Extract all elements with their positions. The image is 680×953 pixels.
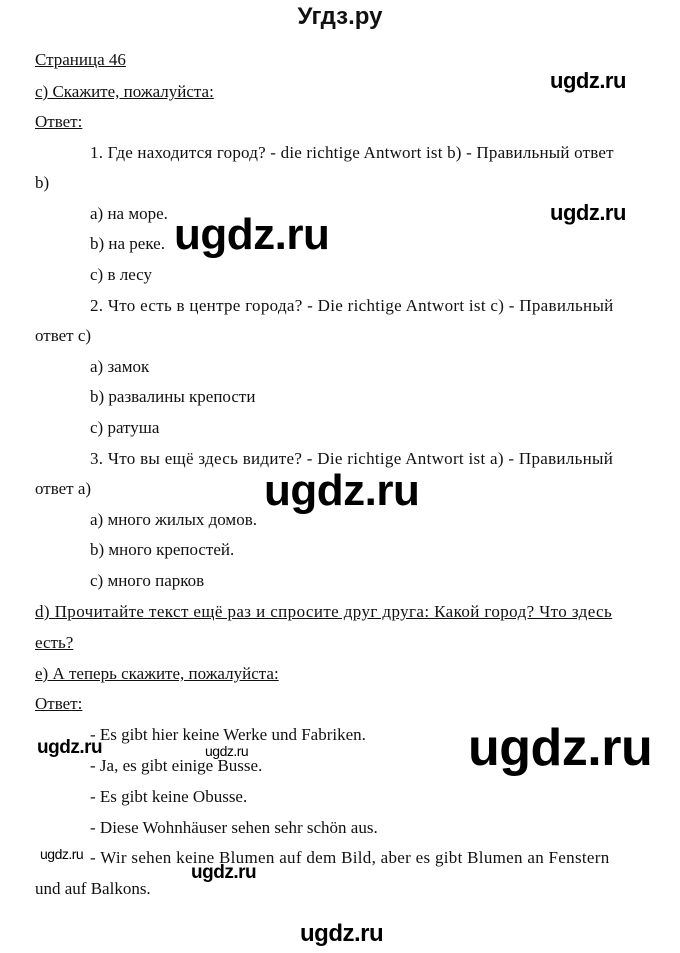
answer-label: Ответ: <box>35 112 83 131</box>
option: a) на море. <box>90 204 168 223</box>
option: c) много парков <box>90 571 205 590</box>
option: c) в лесу <box>90 265 153 284</box>
option: b) на реке. <box>90 234 165 253</box>
question-2: 2. Что есть в центре города? - Die richtige Antwort ist c) - Правильный <box>90 296 614 315</box>
watermark: ugdz.ru <box>174 210 330 259</box>
watermark: ugdz.ru <box>205 743 249 759</box>
section-e-heading: e) А теперь скажите, пожалуйста: <box>35 664 279 683</box>
watermark: ugdz.ru <box>550 68 626 93</box>
question-3-cont: ответ a) <box>35 479 92 498</box>
answer-line: - Wir sehen keine Blumen auf dem Bild, aber es gibt Blumen an Fenstern <box>90 848 610 867</box>
option: c) ратуша <box>90 418 160 437</box>
watermark: ugdz.ru <box>550 200 626 225</box>
answer-line: - Diese Wohnhäuser sehen sehr schön aus. <box>90 818 378 837</box>
site-title: Угдз.ру <box>297 3 383 30</box>
page-label: Страница 46 <box>35 50 126 69</box>
answer-line: - Es gibt keine Obusse. <box>90 787 248 806</box>
answer-line: - Es gibt hier keine Werke und Fabriken. <box>90 725 366 744</box>
option: a) много жилых домов. <box>90 510 257 529</box>
option: b) развалины крепости <box>90 387 256 406</box>
section-d-line1: d) Прочитайте текст ещё раз и спросите друг друга: Какой город? Что здесь <box>35 602 613 621</box>
question-3: 3. Что вы ещё здесь видите? - Die richtige Antwort ist a) - Правильный <box>90 449 614 468</box>
answer-line-cont: und auf Balkons. <box>35 879 151 898</box>
question-1: 1. Где находится город? - die richtige Antwort ist b) - Правильный ответ <box>90 143 614 162</box>
question-1-cont: b) <box>35 173 50 192</box>
answer-label-e: Ответ: <box>35 694 83 713</box>
watermark: ugdz.ru <box>191 862 257 883</box>
watermark: ugdz.ru <box>264 466 420 515</box>
watermark: ugdz.ru <box>300 920 384 947</box>
option: b) много крепостей. <box>90 540 235 559</box>
question-2-cont: ответ c) <box>35 326 92 345</box>
watermark: ugdz.ru <box>40 846 84 862</box>
watermark: ugdz.ru <box>37 737 103 758</box>
watermark: ugdz.ru <box>468 719 653 777</box>
section-d-line2: есть? <box>35 633 74 652</box>
section-c-heading: c) Скажите, пожалуйста: <box>35 82 214 101</box>
option: a) замок <box>90 357 150 376</box>
answer-line: - Ja, es gibt einige Busse. <box>90 756 263 775</box>
